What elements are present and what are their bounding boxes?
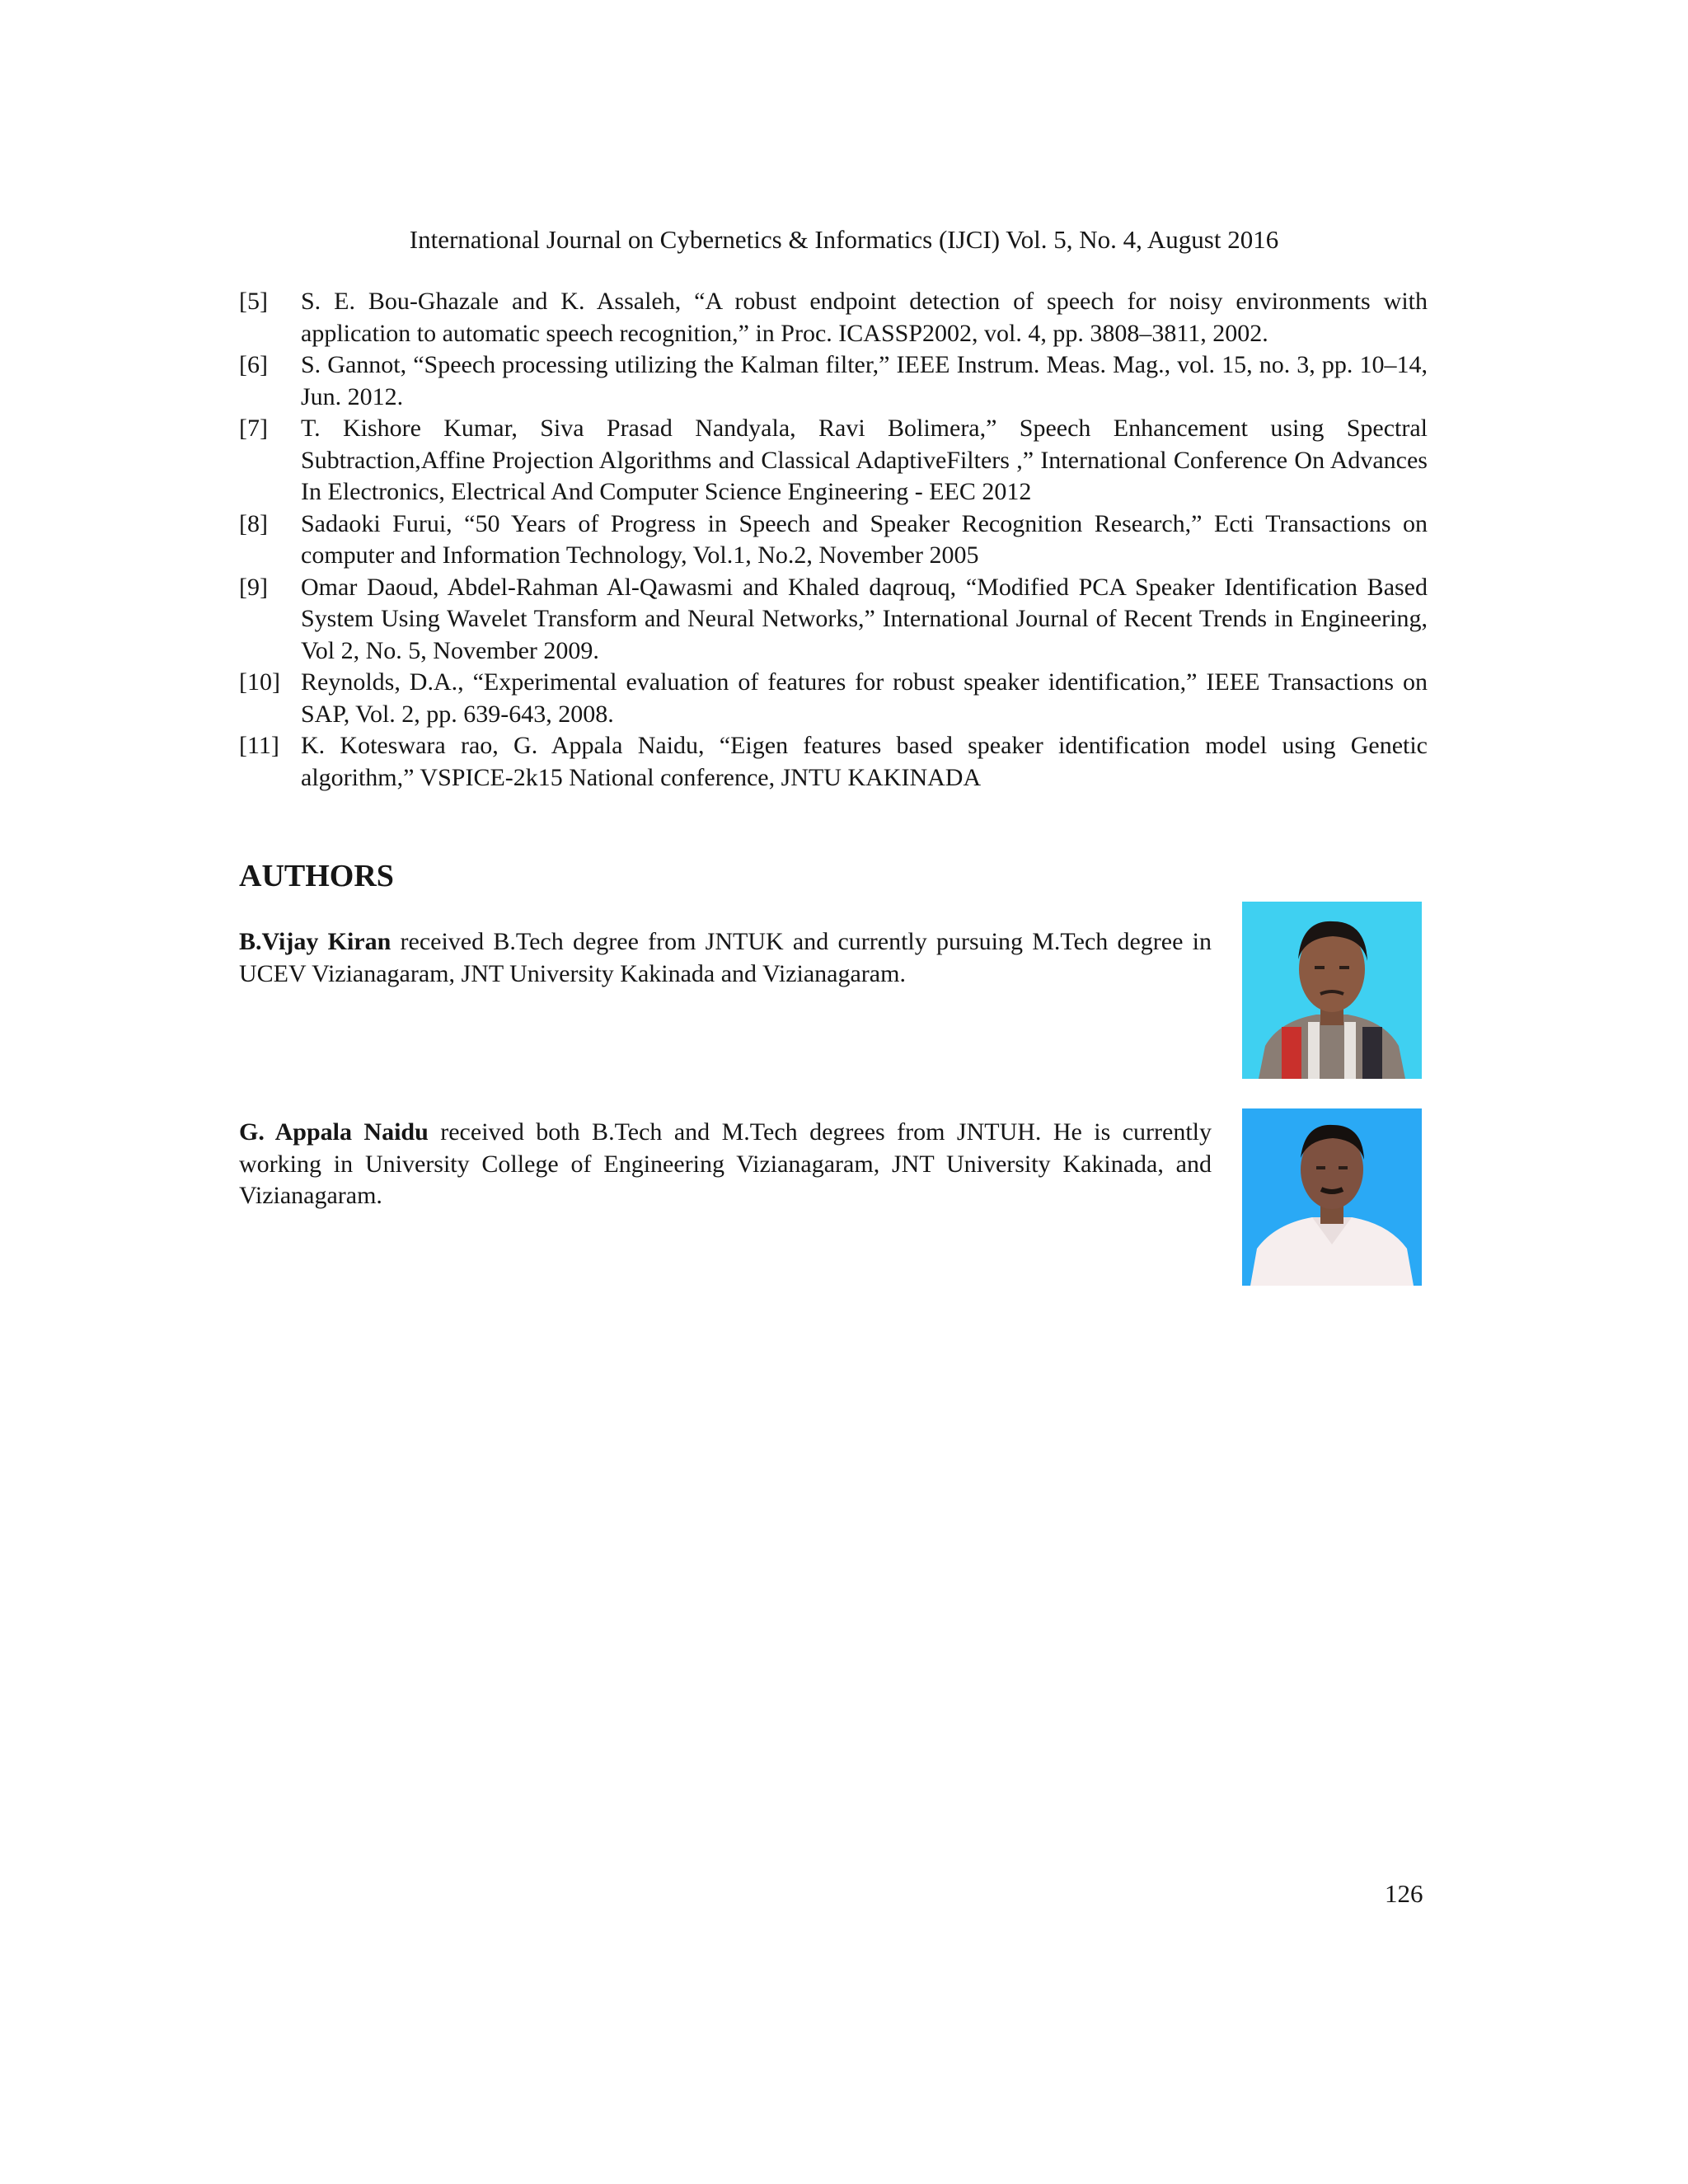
author-photo-2	[1242, 1108, 1422, 1286]
reference-text: Sadaoki Furui, “50 Years of Progress in Speech and Speaker Recognition Research,” Ecti Transactions on computer and Information Technology, Vol.1, No.2, November 2005	[301, 509, 1428, 569]
reference-text: Reynolds, D.A., “Experimental evaluation of features for robust speaker identification,” IEEE Transactions on SAP, Vol. 2, pp. 639-643, 2008.	[301, 668, 1428, 728]
reference-number: [6]	[239, 351, 268, 378]
reference-item	[239, 730, 1428, 794]
reference-item	[239, 572, 1428, 668]
reference-item	[239, 413, 1428, 509]
reference-text: Omar Daoud, Abdel-Rahman Al-Qawasmi and Khaled daqrouq, “Modified PCA Speaker Identification Based System Using Wavelet Transform and Neural Networks,” International Journal of Recent Trends in Engineering, Vol 2, No. 5, November 2009.	[301, 573, 1428, 664]
author-photo-1	[1242, 902, 1422, 1079]
authors-heading: AUTHORS	[239, 859, 394, 893]
reference-number: [5]	[239, 288, 268, 315]
author-description: received B.Tech degree from JNTUK and currently pursuing M.Tech degree in UCEV Vizianagaram, JNT University Kakinada and Vizianagaram.	[239, 928, 1212, 987]
author-bio-2	[239, 1117, 1212, 1212]
reference-list	[239, 286, 1428, 794]
author-bio-1	[239, 926, 1212, 990]
reference-number: [10]	[239, 668, 280, 696]
running-header: International Journal on Cybernetics & Informatics (IJCI) Vol. 5, No. 4, August 2016	[409, 225, 1279, 254]
reference-text: S. Gannot, “Speech processing utilizing the Kalman filter,” IEEE Instrum. Meas. Mag., vol. 15, no. 3, pp. 10–14, Jun. 2012.	[301, 351, 1428, 410]
reference-number: [8]	[239, 509, 268, 537]
author-portrait-image	[1242, 1108, 1422, 1286]
page-number: 126	[1385, 1879, 1423, 1908]
author-portrait-image	[1242, 902, 1422, 1079]
reference-number: [9]	[239, 573, 268, 601]
reference-item	[239, 667, 1428, 730]
reference-text: K. Koteswara rao, G. Appala Naidu, “Eigen features based speaker identification model using Genetic algorithm,” VSPICE-2k15 National conference, JNTU KAKINADA	[301, 732, 1428, 791]
reference-number: [7]	[239, 415, 268, 442]
author-name: G. Appala Naidu	[239, 1118, 429, 1146]
reference-item	[239, 286, 1428, 349]
reference-text: S. E. Bou-Ghazale and K. Assaleh, “A robust endpoint detection of speech for noisy environments with application to automatic speech recognition,” in Proc. ICASSP2002, vol. 4, pp. 3808–3811, 2002.	[301, 288, 1428, 347]
reference-number: [11]	[239, 732, 279, 759]
author-name: B.Vijay Kiran	[239, 928, 392, 955]
author-description: received both B.Tech and M.Tech degrees from JNTUH. He is currently working in University College of Engineering Vizianagaram, JNT University Kakinada, and Vizianagaram.	[239, 1118, 1212, 1209]
reference-item	[239, 509, 1428, 572]
reference-item	[239, 349, 1428, 413]
reference-text: T. Kishore Kumar, Siva Prasad Nandyala, Ravi Bolimera,” Speech Enhancement using Spectral Subtraction,Affine Projection Algorithms and Classical AdaptiveFilters ,” International Conference On Advances In Electronics, Electrical And Computer Science Engineering - EEC 2012	[301, 415, 1428, 505]
